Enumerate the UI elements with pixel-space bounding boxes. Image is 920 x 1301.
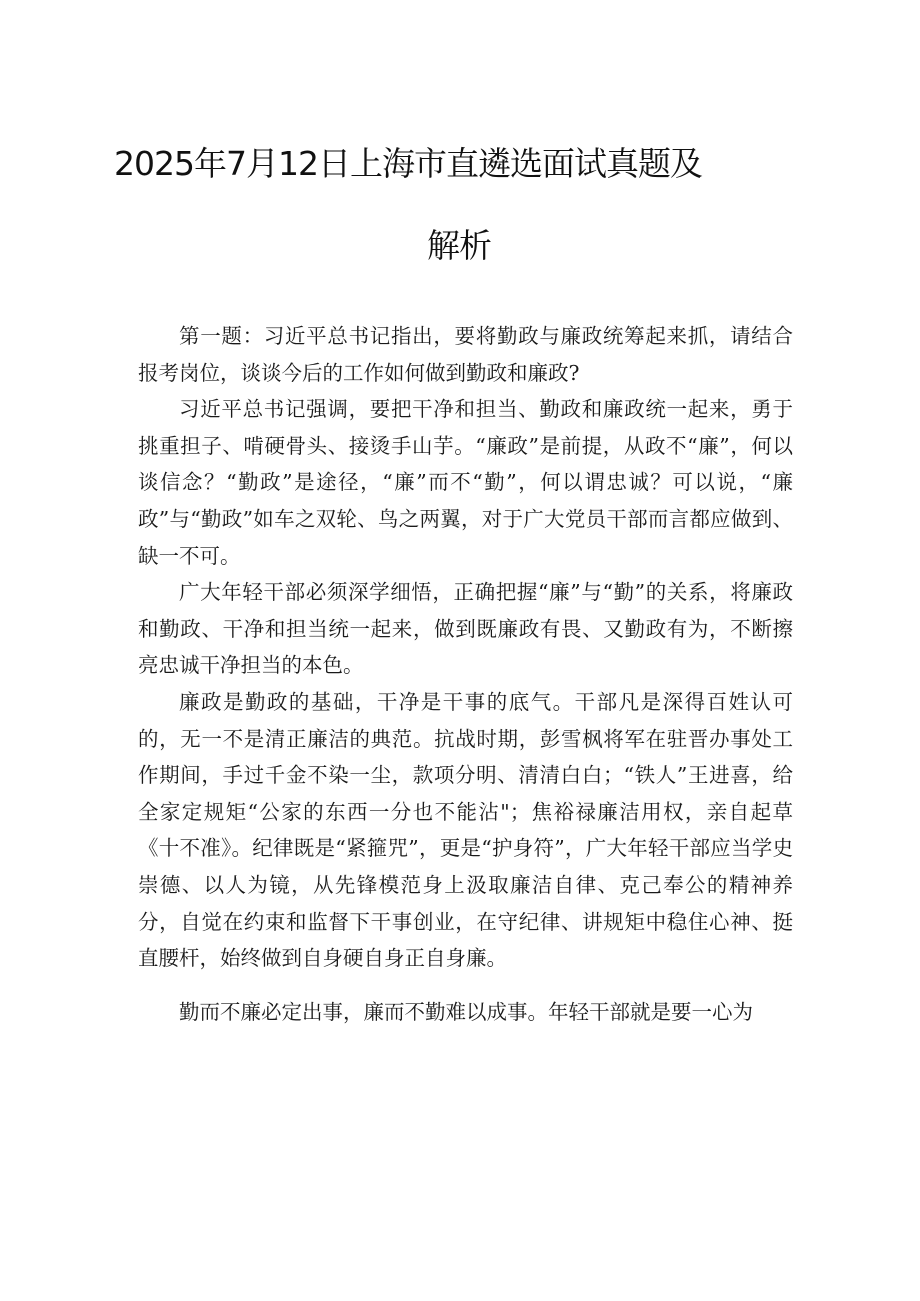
document-title-line-2: 解析: [427, 226, 491, 265]
paragraph-integrity-foundation: 廉政是勤政的基础，干净是干事的底气。干部凡是深得百姓认可的，无一不是清正廉洁的典范。抗战时期，彭雪枫将军在驻晋办事处工作期间，手过千金不染一尘，款项分明、清清白白；“铁人”王进喜，给全家定规矩“公家的东西一分也不能沾"；焦裕禄廉洁用权，亲自起草《十不准》。纪律既是“紧箍咒”，更是“护身符”，广大年轻干部应当学史崇德、以人为镜，从先锋模范身上汲取廉洁自律、克己奉公的精神养分，自觉在约束和监督下干事创业，在守纪律、讲规矩中稳住心神、挺直腰杆，始终做到自身硬自身正自身廉。: [138, 689, 793, 971]
paragraph-relationship: 广大年轻干部必须深学细悟，正确把握“廉”与“勤”的关系，将廉政和勤政、干净和担当统一起来，做到既廉政有畏、又勤政有为，不断擦亮忠诚干净担当的本色。: [138, 580, 793, 678]
paragraph-diligence: 勤而不廉必定出事，廉而不勤难以成事。年轻干部就是要一心为: [179, 999, 753, 1024]
document-title-line-1: 2025年7月12日上海市直遴选面试真题及: [114, 144, 702, 183]
paragraph-answer-intro: 习近平总书记强调，要把干净和担当、勤政和廉政统一起来，勇于挑重担子、啃硬骨头、接烫手山芋。“廉政”是前提，从政不“廉”，何以谈信念？“勤政”是途径，“廉”而不“勤”，何以谓忠诚？可以说，“廉政”与“勤政”如车之双轮、鸟之两翼，对于广大党员干部而言都应做到、缺一不可。: [138, 397, 793, 568]
paragraph-question: 第一题：习近平总书记指出，要将勤政与廉政统筹起来抓，请结合报考岗位，谈谈今后的工作如何做到勤政和廉政?: [138, 324, 793, 385]
document-body: [138, 318, 793, 1030]
